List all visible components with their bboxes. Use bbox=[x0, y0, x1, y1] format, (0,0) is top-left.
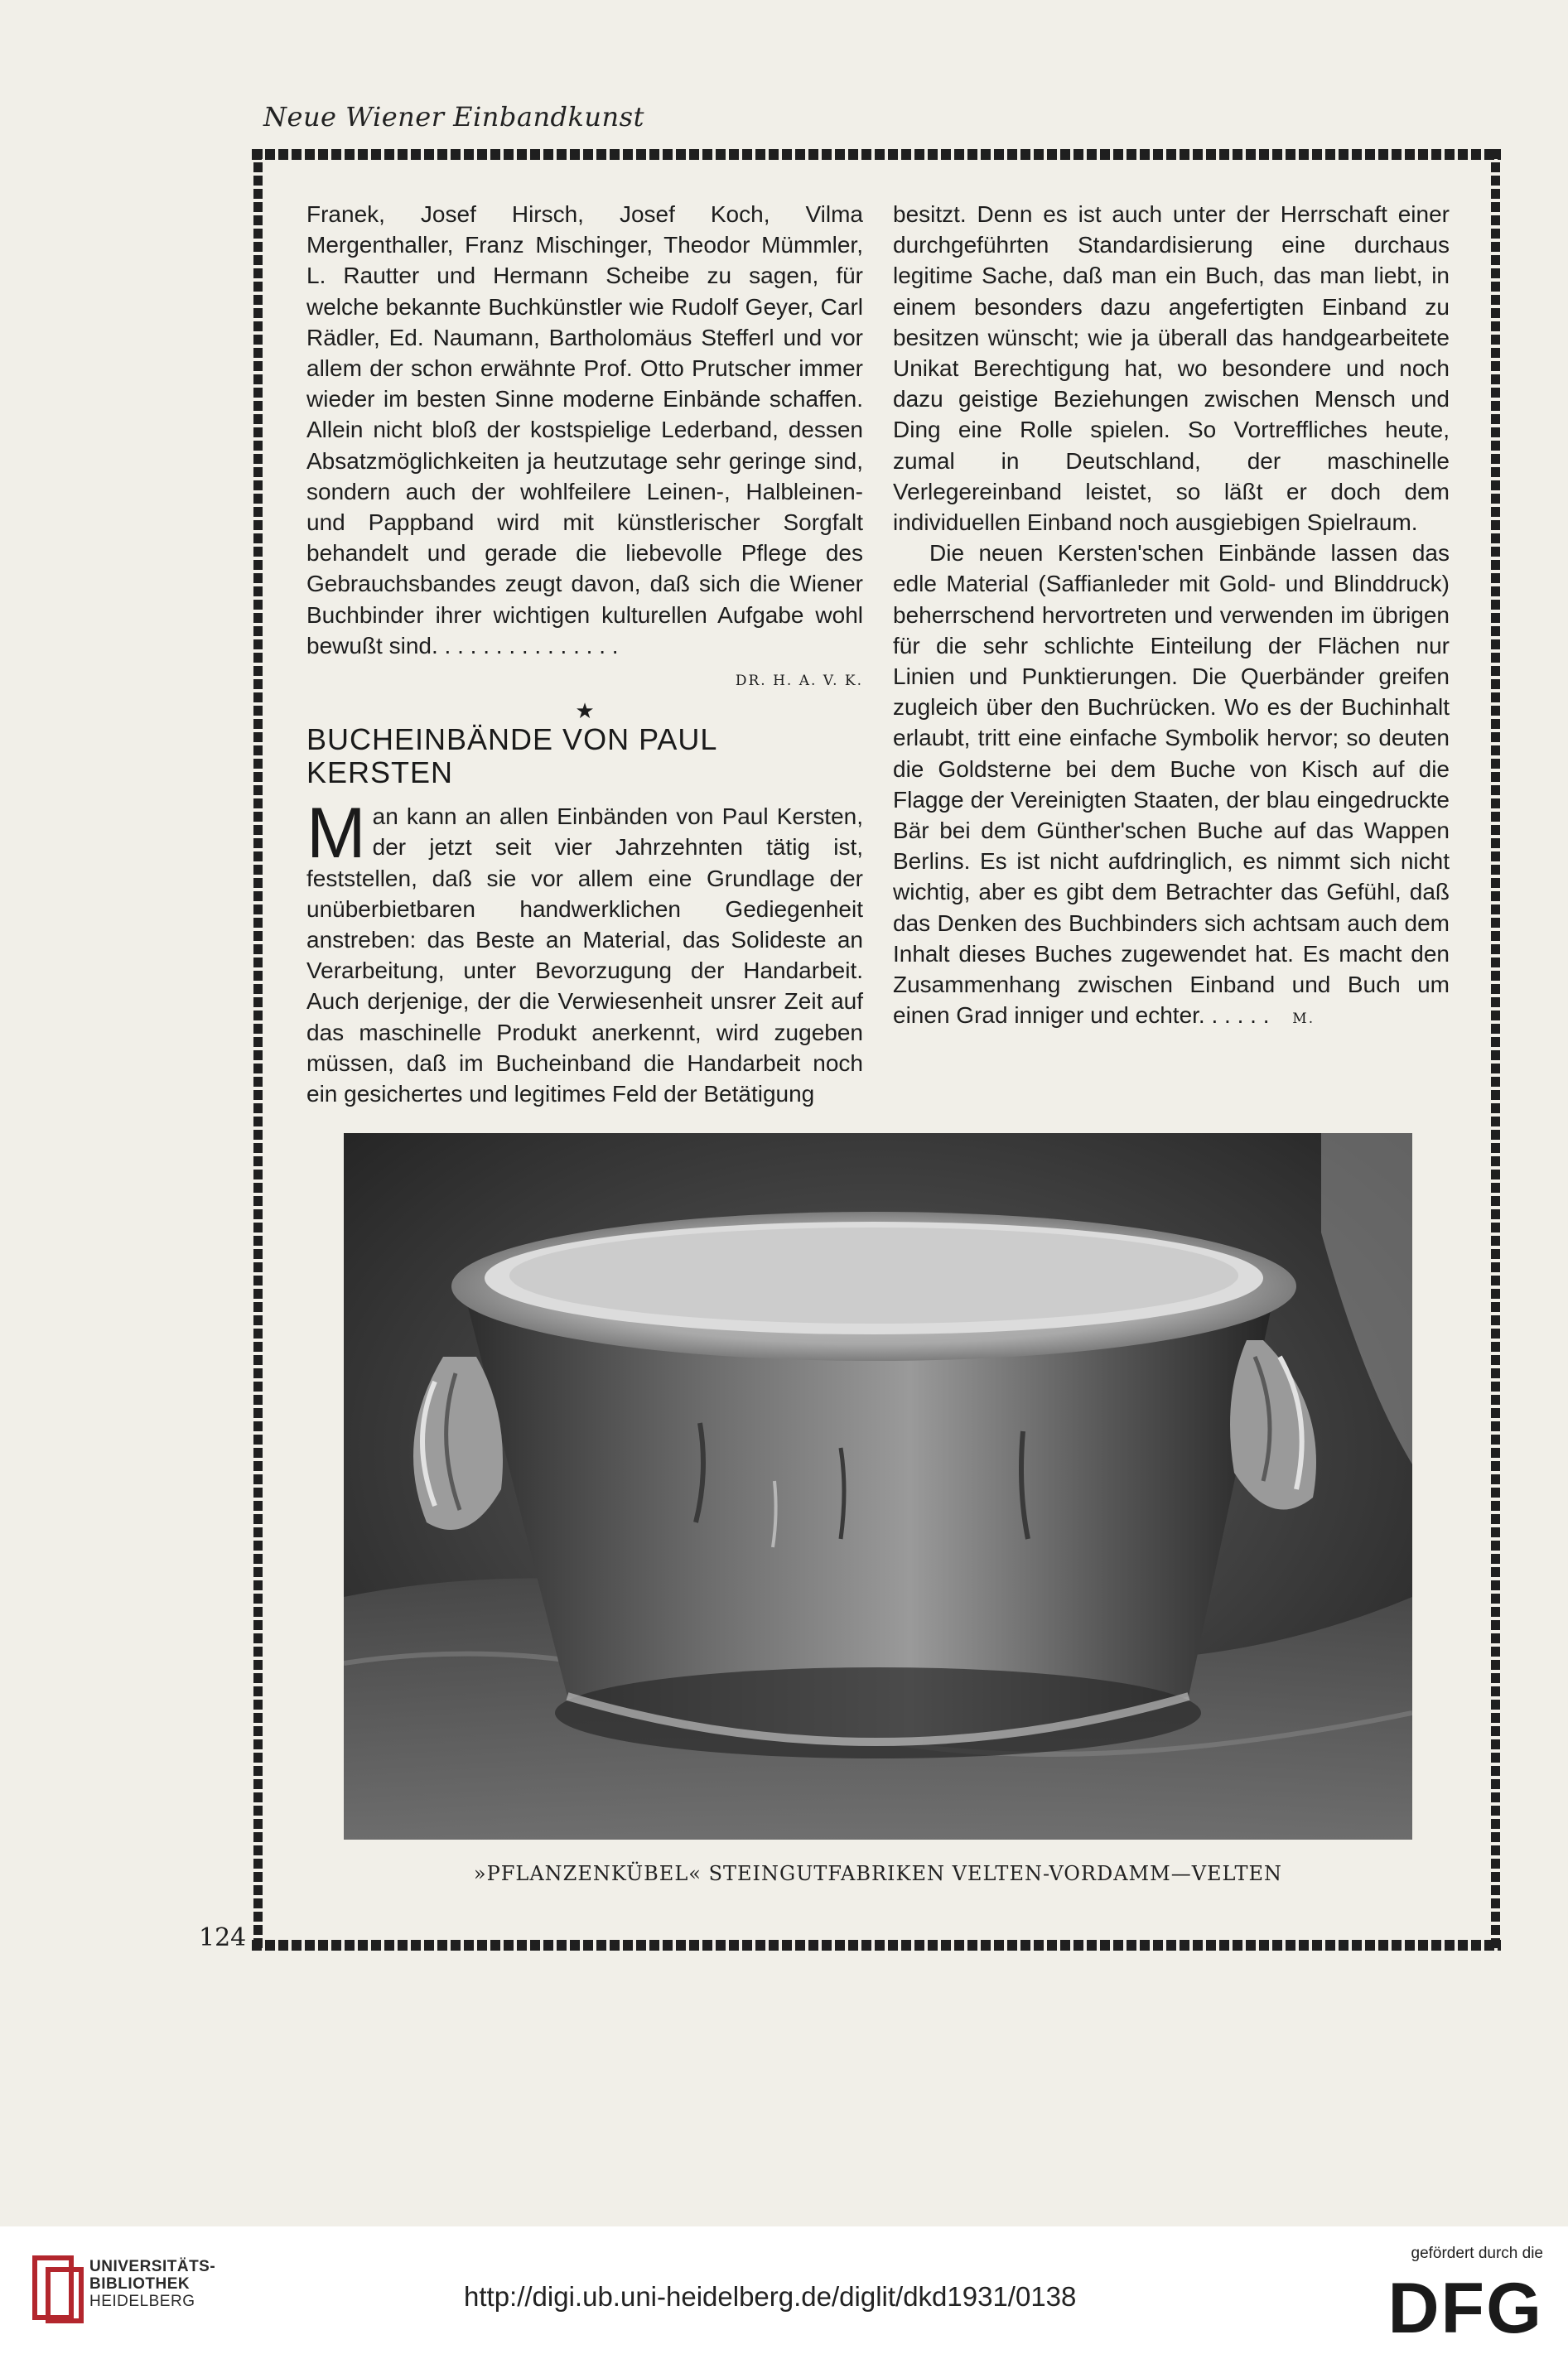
drop-cap: M bbox=[306, 794, 366, 874]
library-name bbox=[89, 2258, 215, 2310]
second-signature: M. bbox=[1292, 1011, 1315, 1028]
author-signature: DR. H. A. V. K. bbox=[735, 673, 863, 690]
library-name-line-1: UNIVERSITÄTS- bbox=[89, 2258, 216, 2275]
planter-image bbox=[344, 1133, 1412, 1840]
page-number: 124 bbox=[199, 1923, 247, 1952]
star-separator: ★ bbox=[575, 698, 595, 724]
ub-heidelberg-logo-icon bbox=[30, 2253, 88, 2326]
frame-top-border bbox=[252, 149, 1501, 160]
running-head: Neue Wiener Einbandkunst bbox=[263, 101, 644, 133]
library-name-line-2: BIBLIOTHEK bbox=[89, 2275, 191, 2293]
left-paragraph-1: Franek, Josef Hirsch, Josef Koch, Vilma Mergenthaller, Franz Mischinger, Theodor Mümmler, L. Rautter und Hermann Scheibe zu sagen, für welche bekannte Buchkünstler wie Rudolf Geyer, Carl Rädler, Ed. Naumann, Bartholomäus Stefferl und vor allem der schon erwähnte Prof. Otto Prutscher immer wieder im besten Sinne moderne Einbände schaffen. Allein nicht bloß der kostspielige Lederband, dessen Absatzmöglichkeiten ja heutzutage sehr geringe sind, sondern auch der wohlfeilere Leinen-, Halbleinen- und Pappband wird mit künstlerischer Sorgfalt behandelt und gerade die liebevolle Pflege des Gebrauchsbandes zeugt davon, daß sich die Wiener Buchbinder ihrer wichtigen kulturellen Aufgabe wohl bewußt sind. . . . . . . . . . . . . . . bbox=[306, 201, 863, 658]
permalink-url[interactable]: http://digi.ub.uni-heidelberg.de/diglit/dkd1931/0138 bbox=[464, 2281, 1077, 2312]
section-title: BUCHEINBÄNDE VON PAUL KERSTEN bbox=[306, 722, 717, 790]
dfg-logo: DFG bbox=[1387, 2269, 1543, 2348]
library-name-line-3: HEIDELBERG bbox=[89, 2293, 195, 2310]
funding-note: gefördert durch die bbox=[1411, 2245, 1543, 2262]
right-column bbox=[893, 199, 1450, 1035]
digitization-footer bbox=[0, 2226, 1568, 2354]
left-paragraph-2: an kann an allen Einbänden von Paul Kersten, der jetzt seit vier Jahrzehnten tätig ist, feststellen, daß sie vor allem eine Grundlage der unüberbietbaren handwerklichen Gediegenheit anstreben: das Beste an Material, das Solideste an Verarbeitung, unter Bevorzugung der Handarbeit. Auch derjenige, der die Verwiesenheit unsrer Zeit auf das maschinelle Produkt anerkennt, wird zugeben müssen, daß im Bucheinband die Handarbeit noch ein gesichertes und legitimes Feld der Betätigung bbox=[306, 803, 863, 1107]
photo-caption: »PFLANZENKÜBEL« STEINGUTFABRIKEN VELTEN-VORDAMM—VELTEN bbox=[473, 1862, 1283, 1885]
frame-right-border bbox=[1491, 149, 1500, 1951]
frame-bottom-border bbox=[252, 1940, 1501, 1951]
right-paragraph-2: Die neuen Kersten'schen Einbände lassen das edle Material (Saffianleder mit Gold- und Blinddruck) beherrschend hervortreten und verwenden im übrigen für die sehr schlichte Einteilung der Flächen nur Linien und Punktierungen. Die Querbänder greifen zugleich über den Buchrücken. Wo es der Buchinhalt erlaubt, tritt eine einfache Symbolik hervor; so deuten die Goldsterne bei dem Buche von Kisch auf die Flagge der Vereinigten Staaten, der blau eingedruckte Bär bei dem Günther'schen Buche auf das Wappen Berlins. Es ist nicht aufdringlich, es nimmt sich nicht wichtig, aber es gibt dem Betrachter das Gefühl, daß das Denken des Buchbinders sich achtsam auch dem Inhalt dieses Buches zugewendet hat. Es macht den Zusammenhang zwischen Einband und Buch um einen Grad inniger und echter. . . . . . bbox=[893, 540, 1450, 1029]
planter-photograph bbox=[344, 1133, 1412, 1840]
frame-left-border bbox=[253, 149, 263, 1951]
right-paragraph-1: besitzt. Denn es ist auch unter der Herrschaft einer durchgeführten Standardisierung eine durchaus legitime Sache, daß man ein Buch, das man liebt, in einem besonders dazu angefertigten Einband zu besitzen wünscht; wie ja überall das handgearbeitete Unikat Berechtigung hat, wo besondere und noch dazu geistige Beziehungen zwischen Mensch und Ding eine Rolle spielen. So Vortreffliches heute, zumal in Deutschland, der maschinelle Verlegereinband leistet, so läßt er doch dem individuellen Einband noch ausgiebigen Spielraum. bbox=[893, 201, 1450, 536]
left-column bbox=[306, 199, 863, 1109]
